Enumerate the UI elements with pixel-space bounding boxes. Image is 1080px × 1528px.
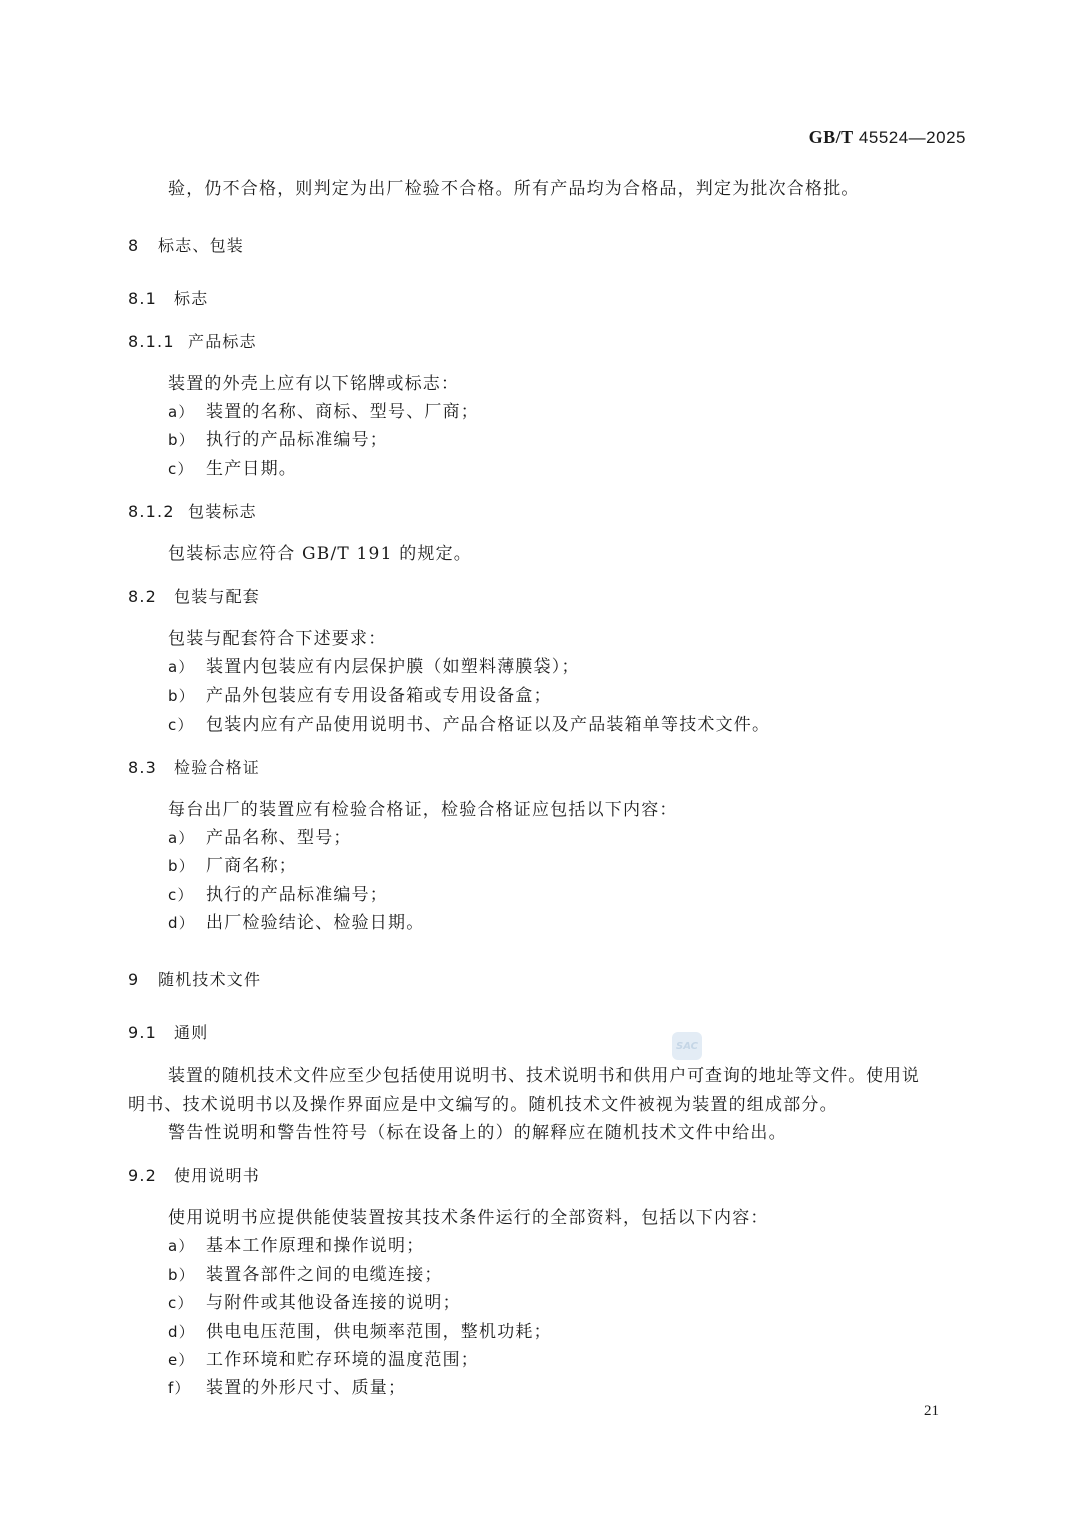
section-title: 随机技术文件 <box>158 970 262 989</box>
section-8-3-heading <box>128 754 968 782</box>
list-label: c） <box>168 886 194 904</box>
section-8-2-heading <box>128 583 968 611</box>
paragraph: 包装与配套符合下述要求： <box>168 629 387 649</box>
list-label: c） <box>168 1294 194 1312</box>
list-label: a） <box>168 658 195 676</box>
section-title: 通则 <box>174 1023 209 1042</box>
list-label: c） <box>168 460 194 478</box>
paragraph: 每台出厂的装置应有检验合格证，检验合格证应包括以下内容： <box>168 800 678 820</box>
sac-watermark: SAC <box>672 1032 702 1060</box>
list-label: d） <box>168 914 195 932</box>
list-item <box>168 426 1008 454</box>
list-label: a） <box>168 403 195 421</box>
list-label: b） <box>168 431 195 449</box>
list-text: 基本工作原理和操作说明； <box>206 1236 425 1256</box>
list-label: c） <box>168 716 194 734</box>
list-text: 装置的外形尺寸、质量； <box>206 1378 407 1398</box>
section-title: 产品标志 <box>188 332 257 351</box>
list-item <box>168 1261 1008 1289</box>
list-item <box>168 711 1008 739</box>
paragraph: 包装标志应符合 GB/T 191 的规定。 <box>168 544 472 564</box>
list-text: 产品外包装应有专用设备箱或专用设备盒； <box>206 686 552 706</box>
paragraph: 警告性说明和警告性符号（标在设备上的）的解释应在随机技术文件中给出。 <box>168 1123 787 1143</box>
list-text: 包装内应有产品使用说明书、产品合格证以及产品装箱单等技术文件。 <box>206 715 771 735</box>
section-title: 使用说明书 <box>174 1166 261 1185</box>
list-item <box>168 1374 1008 1402</box>
section-number: 9.2 <box>128 1166 158 1185</box>
list-item <box>168 682 1008 710</box>
section-title: 标志、包装 <box>158 236 245 255</box>
list-text: 装置各部件之间的电缆连接； <box>206 1265 443 1285</box>
list-label: f） <box>168 1379 191 1397</box>
list-item <box>168 1289 1008 1317</box>
list-label: b） <box>168 687 195 705</box>
list-text: 厂商名称； <box>206 856 297 876</box>
section-number: 8.3 <box>128 758 158 777</box>
section-title: 标志 <box>174 289 209 308</box>
list-label: b） <box>168 1266 195 1284</box>
list-item <box>168 881 1008 909</box>
section-number: 8 <box>128 236 140 255</box>
section-number: 9 <box>128 970 140 989</box>
list-label: a） <box>168 1237 195 1255</box>
list-item <box>168 852 1008 880</box>
standard-header <box>809 127 966 148</box>
list-text: 装置内包装应有内层保护膜（如塑料薄膜袋）； <box>206 657 580 677</box>
paragraph-line: 装置的随机技术文件应至少包括使用说明书、技术说明书和供用户可查询的地址等文件。使用说 <box>168 1066 920 1086</box>
section-number: 8.1.2 <box>128 502 175 521</box>
list-text: 生产日期。 <box>206 459 297 479</box>
section-9-2-heading <box>128 1162 968 1190</box>
section-number: 8.2 <box>128 587 158 606</box>
section-number: 8.1.1 <box>128 332 175 351</box>
paragraph: 装置的外壳上应有以下铭牌或标志： <box>168 374 460 394</box>
list-label: a） <box>168 829 195 847</box>
list-item <box>168 1232 1008 1260</box>
page-number: 21 <box>924 1403 939 1419</box>
section-title: 检验合格证 <box>174 758 261 777</box>
list-text: 装置的名称、商标、型号、厂商； <box>206 402 479 422</box>
list-text: 执行的产品标准编号； <box>206 885 388 905</box>
list-label: d） <box>168 1323 195 1341</box>
paragraph: 使用说明书应提供能使装置按其技术条件运行的全部资料，包括以下内容： <box>168 1208 769 1228</box>
section-8-1-heading <box>128 285 968 313</box>
list-item <box>168 455 1008 483</box>
list-item <box>168 1346 1008 1374</box>
section-title: 包装标志 <box>188 502 257 521</box>
list-item <box>168 398 1008 426</box>
continuation-text: 验，仍不合格，则判定为出厂检验不合格。所有产品均为合格品，判定为批次合格批。 <box>168 179 860 199</box>
list-text: 工作环境和贮存环境的温度范围； <box>206 1350 479 1370</box>
section-8-1-1-heading <box>128 328 968 356</box>
standard-prefix: GB/T <box>808 127 854 147</box>
section-title: 包装与配套 <box>174 587 261 606</box>
list-text: 执行的产品标准编号； <box>206 430 388 450</box>
list-text: 出厂检验结论、检验日期。 <box>206 913 425 933</box>
list-item <box>168 909 1008 937</box>
list-item <box>168 1318 1008 1346</box>
list-item <box>168 824 1008 852</box>
standard-number: 45524—2025 <box>858 128 966 147</box>
list-label: b） <box>168 857 195 875</box>
section-8-heading <box>128 232 968 260</box>
paragraph-line: 明书、技术说明书以及操作界面应是中文编写的。随机技术文件被视为装置的组成部分。 <box>128 1095 838 1115</box>
list-text: 产品名称、型号； <box>206 828 352 848</box>
section-9-1-heading <box>128 1019 968 1047</box>
list-item <box>168 653 1008 681</box>
section-8-1-2-heading <box>128 498 968 526</box>
list-text: 与附件或其他设备连接的说明； <box>206 1293 461 1313</box>
section-number: 9.1 <box>128 1023 158 1042</box>
list-text: 供电电压范围，供电频率范围，整机功耗； <box>206 1322 552 1342</box>
section-number: 8.1 <box>128 289 158 308</box>
section-9-heading <box>128 966 968 994</box>
list-label: e） <box>168 1351 195 1369</box>
